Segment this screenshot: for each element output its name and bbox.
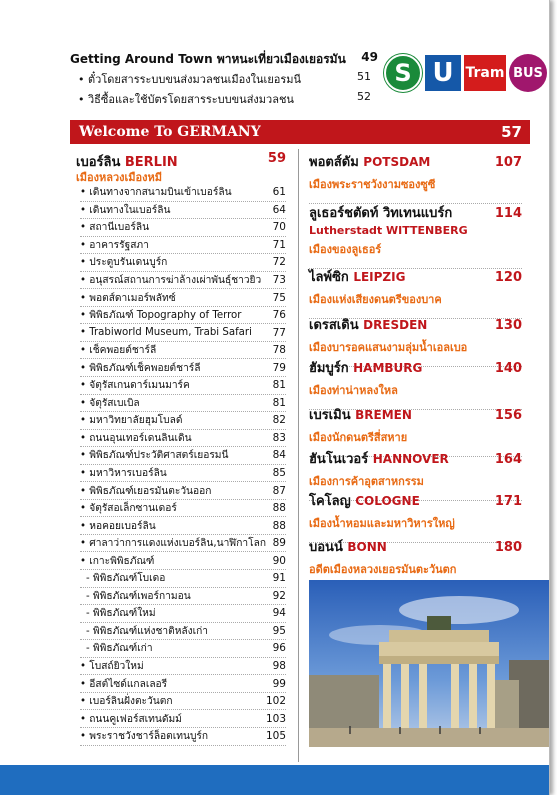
toc-list-item[interactable] [80,184,286,202]
toc-list-item[interactable] [80,728,286,746]
city-subtitle: เมืองน้ำหอมและมหาวิหารใหญ่ [309,517,455,530]
chapter-subtitle: เมืองหลวงเมืองหมี [76,171,163,184]
toc-list-item[interactable] [80,675,286,693]
toc-item-page: 76 [272,309,286,322]
section-header-bar[interactable] [70,120,530,144]
city-title-th: ฮันโนเวอร์ [309,452,369,467]
toc-item-page: 90 [272,554,286,567]
city-title-th: เบรเมิน [309,408,351,423]
toc-city-chapter[interactable] [309,536,522,578]
toc-item-page: 87 [272,484,286,497]
toc-list-item[interactable] [80,482,286,500]
toc-item-title: • ถนนคูเฟอร์สเทนดัมม์ [80,711,182,727]
toc-item-page: 98 [272,660,286,673]
toc-entry-title: Getting Around Town พาหนะเที่ยวเมืองเยอรมัน [70,52,346,66]
toc-item-page: 73 [272,274,286,286]
toc-list-item[interactable] [80,447,286,465]
u-bahn-logo-icon: U [425,55,461,91]
bus-logo-icon: BUS [509,54,547,92]
toc-item-title: • เกาะพิพิธภัณฑ์ [80,553,154,569]
toc-city-chapter[interactable] [309,314,522,356]
tram-logo-icon: Tram [464,55,506,91]
city-title-en: BONN [347,540,387,554]
toc-item-page: 81 [272,396,286,409]
toc-list-item[interactable] [80,395,286,413]
city-page: 171 [494,494,522,509]
toc-city-chapter[interactable] [309,151,522,193]
toc-item-title: - พิพิธภัณฑ์แห่งชาติหลังเก่า [80,623,208,639]
chapter-page: 59 [267,151,286,166]
toc-item-title: • พิพิธภัณฑ์เยอรมันตะวันออก [80,483,211,499]
toc-list-item[interactable] [80,658,286,676]
toc-item-title: • อีสต์ไซด์แกลเลอรี [80,676,167,692]
city-subtitle: เมืองท่าน่าหลงใหล [309,384,398,397]
toc-item-title: • พิพิธภัณฑ์ประวัติศาสตร์เยอรมนี [80,447,228,463]
toc-item-page: 88 [272,519,286,532]
toc-item-title: • หอคอยเบอร์ลิน [80,518,156,534]
toc-item-title: • อาคารรัฐสภา [80,237,149,253]
s-bahn-logo-icon: S [384,54,422,92]
toc-item-page: 91 [272,572,286,585]
chapter-title-th: เบอร์ลิน [76,155,121,170]
section-page: 57 [501,123,522,141]
city-page: 180 [494,540,522,555]
city-title-en: POTSDAM [363,155,431,169]
toc-item-page: 94 [272,607,286,620]
toc-item-page: 71 [272,238,286,251]
toc-list-item[interactable] [80,202,286,220]
city-title-th: บอนน์ [309,540,343,555]
toc-item-title: • มหาวิหารเบอร์ลิน [80,465,167,481]
city-subtitle: เมืองของลูเธอร์ [309,243,382,256]
city-subtitle: เมืองการค้าอุตสาหกรรม [309,475,424,488]
city-title-en: HAMBURG [353,361,423,375]
toc-subentry-page: 52 [357,90,371,103]
city-page: 120 [494,270,522,285]
toc-city-chapter[interactable] [309,357,522,399]
city-subtitle: เมืองแห่งเสียงดนตรีของบาค [309,293,442,306]
toc-item-title: • พระราชวังชาร์ล็อตเทนบูร์ก [80,728,208,744]
toc-item-page: 72 [272,256,286,269]
toc-list-item[interactable] [80,570,286,588]
toc-subentry-title: • ตั๋วโดยสารระบบขนส่งมวลชนเมืองในเยอรมนี [78,70,301,88]
city-subtitle: เมืองพระราชวังงามซองซูซี [309,178,436,191]
city-title-en: DRESDEN [363,318,428,332]
toc-item-title: • Trabiworld Museum, Trabi Safari [80,327,252,338]
city-subtitle: อดีตเมืองหลวงเยอรมันตะวันตก [309,563,457,576]
column-divider [298,149,299,762]
toc-item-page: 85 [272,467,286,480]
toc-entry-getting-around[interactable] [70,50,378,69]
berlin-entry-list [80,184,286,746]
brandenburg-gate-illustration [309,580,549,747]
toc-item-page: 103 [265,712,286,725]
toc-list-item[interactable] [80,710,286,728]
toc-list-item[interactable] [80,430,286,448]
section-title: Welcome To GERMANY [79,124,261,140]
city-subtitle: เมืองนักดนตรีสี่สหาย [309,431,408,444]
city-title-th: ฮัมบูร์ก [309,361,349,376]
toc-item-title: • พิพิธภัณฑ์ Topography of Terror [80,307,241,323]
toc-item-title: • ถนนอุนเทอร์เดนลินเดิน [80,430,192,446]
city-title-th: ลูเธอร์ชตัดท์ วิทเทนแบร์ก [309,206,453,221]
toc-item-title: • เช็คพอยต์ชาร์ลี [80,342,156,358]
toc-item-page: 92 [272,589,286,602]
toc-list-item[interactable] [80,272,286,290]
toc-item-page: 75 [272,291,286,304]
city-page: 130 [494,318,522,333]
city-title-en: COLOGNE [355,494,420,508]
city-title-th: พอตส์ดัม [309,155,359,170]
city-page: 140 [494,361,522,376]
toc-item-title: • เดินทางจากสนามบินเข้าเบอร์ลิน [80,184,232,200]
toc-city-chapter[interactable] [309,490,522,532]
toc-city-chapter[interactable] [309,448,522,490]
toc-item-title: • พอตส์ดาเมอร์พลัทซ์ [80,290,176,306]
toc-item-title: • ประตูบรันเดนบูร์ก [80,254,167,270]
toc-list-item[interactable] [80,219,286,237]
toc-list-item[interactable] [80,324,286,342]
toc-list-item[interactable] [80,588,286,606]
toc-list-item[interactable] [80,359,286,377]
toc-item-page: 79 [272,361,286,374]
toc-list-item[interactable] [80,605,286,623]
transport-logos [384,53,547,93]
toc-subentry-page: 51 [357,70,371,83]
city-page: 114 [494,206,522,221]
toc-item-page: 102 [265,695,286,708]
toc-item-page: 78 [272,344,286,357]
toc-item-title: • จัตุรัสอเล็กซานเดอร์ [80,500,177,516]
toc-item-page: 61 [272,186,286,199]
toc-item-title: • เดินทางในเบอร์ลิน [80,202,170,218]
toc-city-chapter[interactable] [309,404,522,446]
footer-bar [0,765,549,795]
toc-subentry-title: • วิธีซื้อและใช้บัตรโดยสารระบบขนส่งมวลชน [78,90,294,108]
toc-list-item[interactable] [80,535,286,553]
toc-item-title: • สถานีเบอร์ลิน [80,219,149,235]
city-title-en: HANNOVER [372,452,449,466]
toc-item-title: • ศาลาว่าการแดงแห่งเบอร์ลิน,นาฬิกาโลก [80,535,266,551]
toc-item-page: 95 [272,624,286,637]
toc-item-title: • พิพิธภัณฑ์เช็คพอยต์ชาร์ลี [80,360,201,376]
toc-list-item[interactable] [80,500,286,518]
toc-list-item[interactable] [80,289,286,307]
city-page: 156 [494,408,522,423]
toc-list-item[interactable] [80,254,286,272]
toc-item-page: 81 [272,379,286,392]
toc-item-title: • โบสถ์ยิวใหม่ [80,658,144,674]
city-title-en: LEIPZIG [353,270,406,284]
toc-list-item[interactable] [80,517,286,535]
toc-item-title: • จัตุรัสเกนดาร์เมนมาร์ค [80,377,190,393]
toc-item-title: - พิพิธภัณฑ์โบเดอ [80,570,165,586]
toc-item-page: 83 [272,431,286,444]
toc-list-item[interactable] [80,412,286,430]
city-title-th: ไลพ์ซิก [309,270,349,285]
city-title-en: BREMEN [355,408,412,422]
toc-item-page: 88 [272,502,286,515]
toc-list-item[interactable] [80,640,286,658]
toc-list-item[interactable] [80,237,286,255]
city-title-th: โคโลญ [309,494,351,509]
toc-item-page: 105 [265,730,286,743]
toc-entry-page: 49 [361,50,378,64]
toc-item-title: • อนุสรณ์สถานการฆ่าล้างเผ่าพันธุ์ชาวยิว [80,272,261,288]
toc-list-item[interactable] [80,377,286,395]
toc-subentry[interactable] [78,90,371,108]
toc-list-item[interactable] [80,552,286,570]
toc-list-item[interactable] [80,623,286,641]
chapter-title-en: BERLIN [124,155,178,170]
toc-item-page: 77 [272,326,286,339]
city-title-th: เดรสเดิน [309,318,359,333]
toc-item-page: 99 [272,677,286,690]
toc-item-page: 89 [272,537,286,550]
toc-list-item[interactable] [80,465,286,483]
brandenburg-gate-photo [309,580,549,747]
toc-item-page: 70 [272,221,286,234]
toc-item-page: 96 [272,642,286,655]
toc-item-title: • มหาวิทยาลัยฮุมโบลด์ [80,412,182,428]
city-subtitle-en: Lutherstadt WITTENBERG [309,224,468,237]
toc-list-item[interactable] [80,693,286,711]
toc-item-page: 84 [272,449,286,462]
toc-item-page: 82 [272,414,286,427]
toc-list-item[interactable] [80,307,286,325]
city-page: 107 [494,155,522,170]
toc-list-item[interactable] [80,342,286,360]
city-page: 164 [494,452,522,467]
toc-item-page: 64 [272,203,286,216]
toc-subentry[interactable] [78,70,371,88]
city-subtitle: เมืองบารอคแสนงามลุ่มน้ำเอลเบอ [309,341,468,354]
toc-item-title: • เบอร์ลินฝั่งตะวันตก [80,693,173,709]
toc-item-title: • จัตุรัสเบเบิล [80,395,140,411]
toc-item-title: - พิพิธภัณฑ์เก่า [80,640,153,656]
toc-item-title: - พิพิธภัณฑ์เพอร์กามอน [80,588,191,604]
toc-city-chapter[interactable] [309,202,522,258]
toc-item-title: - พิพิธภัณฑ์ใหม่ [80,605,156,621]
toc-city-chapter[interactable] [309,266,522,308]
